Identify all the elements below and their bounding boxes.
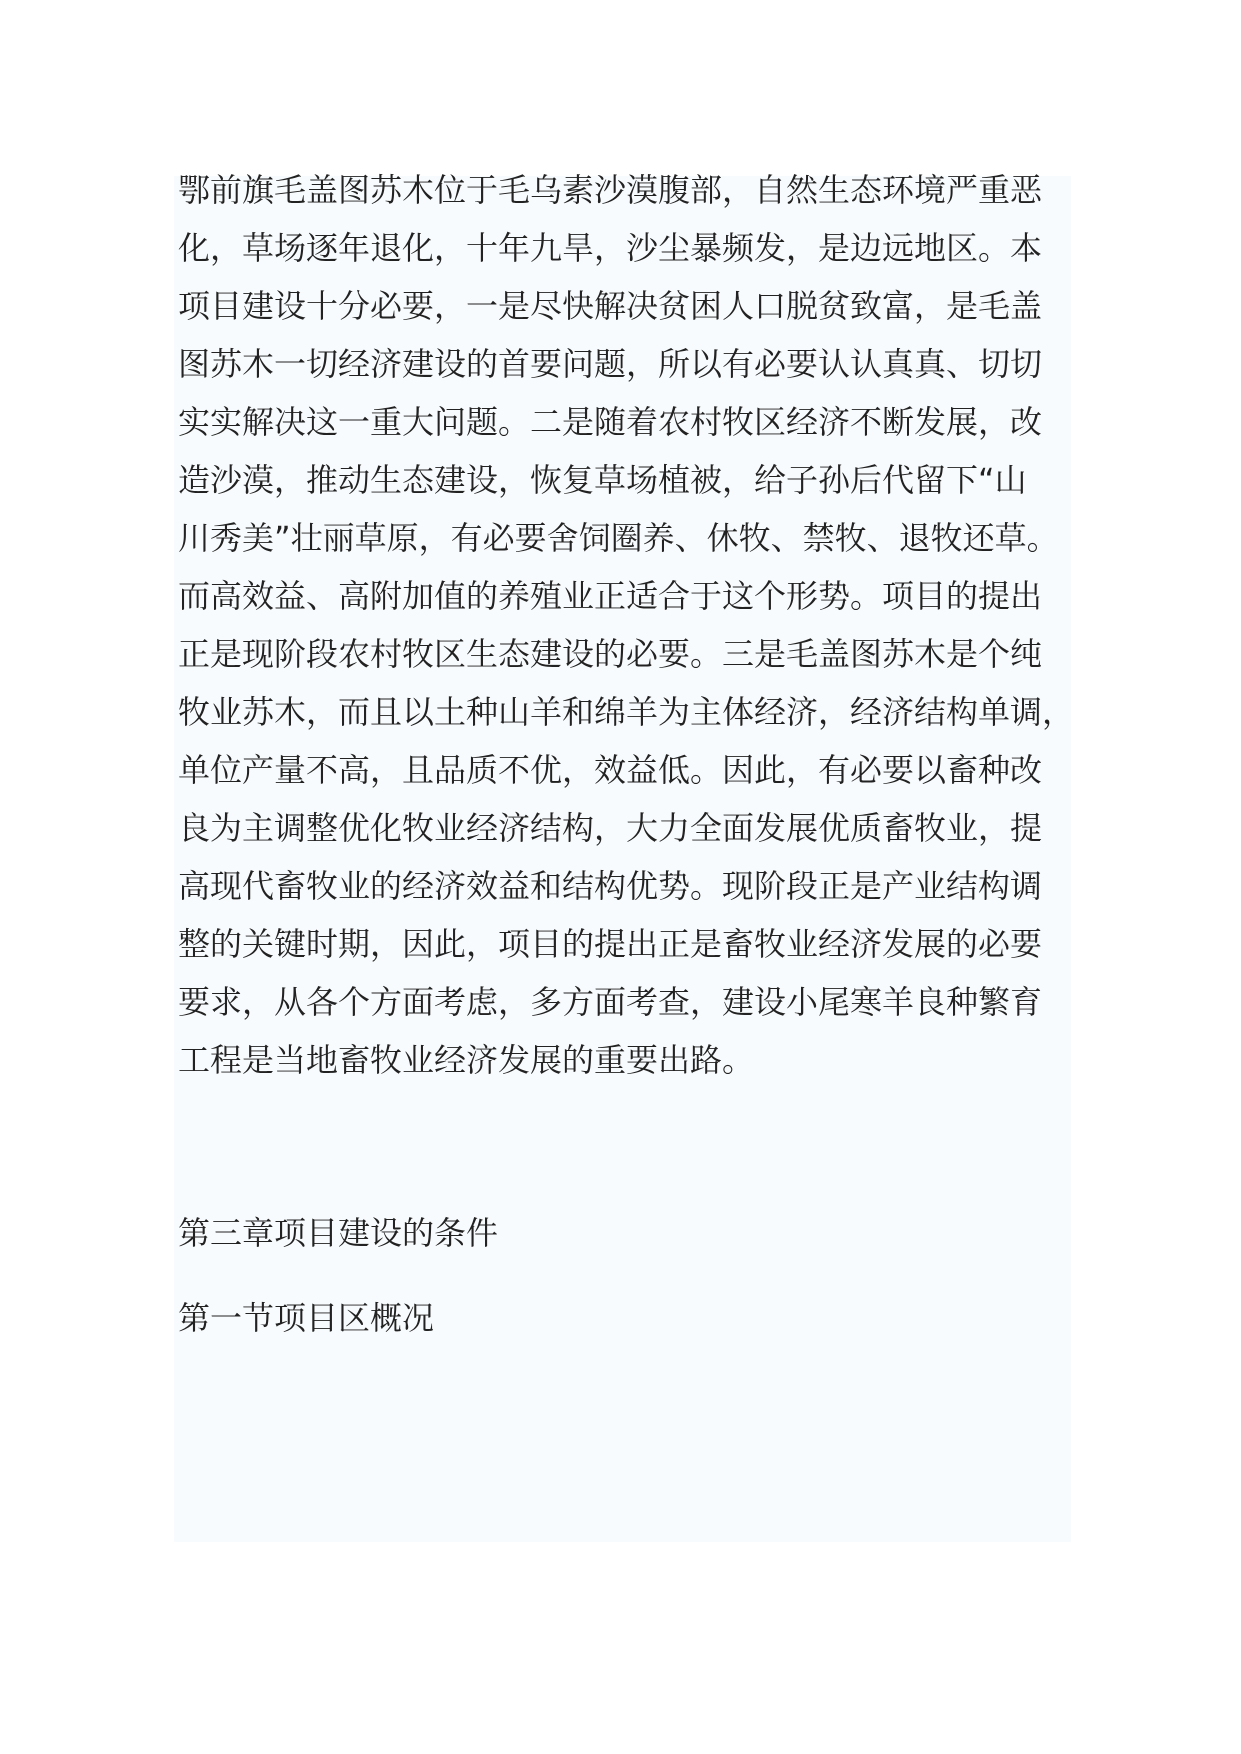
paragraph-line: 整的关键时期，因此，项目的提出正是畜牧业经济发展的必要 bbox=[178, 925, 1043, 963]
document-text-block bbox=[174, 171, 1075, 1542]
paragraph-line: 化，草场逐年退化，十年九旱，沙尘暴频发，是边远地区。本 bbox=[178, 229, 1043, 267]
section-title: 第一节项目区概况 bbox=[178, 1299, 435, 1337]
paragraph-line: 而高效益、高附加值的养殖业正适合于这个形势。项目的提出 bbox=[178, 577, 1043, 615]
paragraph-line: 鄂前旗毛盖图苏木位于毛乌素沙漠腹部，自然生态环境严重恶 bbox=[178, 171, 1043, 209]
paragraph-line: 工程是当地畜牧业经济发展的重要出路。 bbox=[178, 1041, 755, 1079]
paragraph-line: 项目建设十分必要，一是尽快解决贫困人口脱贫致富，是毛盖 bbox=[178, 287, 1043, 325]
paragraph-line: 造沙漠，推动生态建设，恢复草场植被，给子孙后代留下“山 bbox=[178, 461, 1027, 499]
paragraph-line: 要求，从各个方面考虑，多方面考查，建设小尾寒羊良种繁育 bbox=[178, 983, 1043, 1021]
paragraph-line: 川秀美”壮丽草原，有必要舍饲圈养、休牧、禁牧、退牧还草。 bbox=[178, 519, 1059, 557]
paragraph-line: 单位产量不高，且品质不优，效益低。因此，有必要以畜种改 bbox=[178, 751, 1043, 789]
paragraph-line: 实实解决这一重大问题。二是随着农村牧区经济不断发展，改 bbox=[178, 403, 1043, 441]
paragraph-line: 牧业苏木，而且以土种山羊和绵羊为主体经济，经济结构单调， bbox=[178, 693, 1075, 731]
paragraph-line: 良为主调整优化牧业经济结构，大力全面发展优质畜牧业，提 bbox=[178, 809, 1043, 847]
paragraph-line: 高现代畜牧业的经济效益和结构优势。现阶段正是产业结构调 bbox=[178, 867, 1043, 905]
chapter-title: 第三章项目建设的条件 bbox=[178, 1214, 499, 1252]
paragraph-line: 图苏木一切经济建设的首要问题，所以有必要认认真真、切切 bbox=[178, 345, 1043, 383]
paragraph-line: 正是现阶段农村牧区生态建设的必要。三是毛盖图苏木是个纯 bbox=[178, 635, 1043, 673]
